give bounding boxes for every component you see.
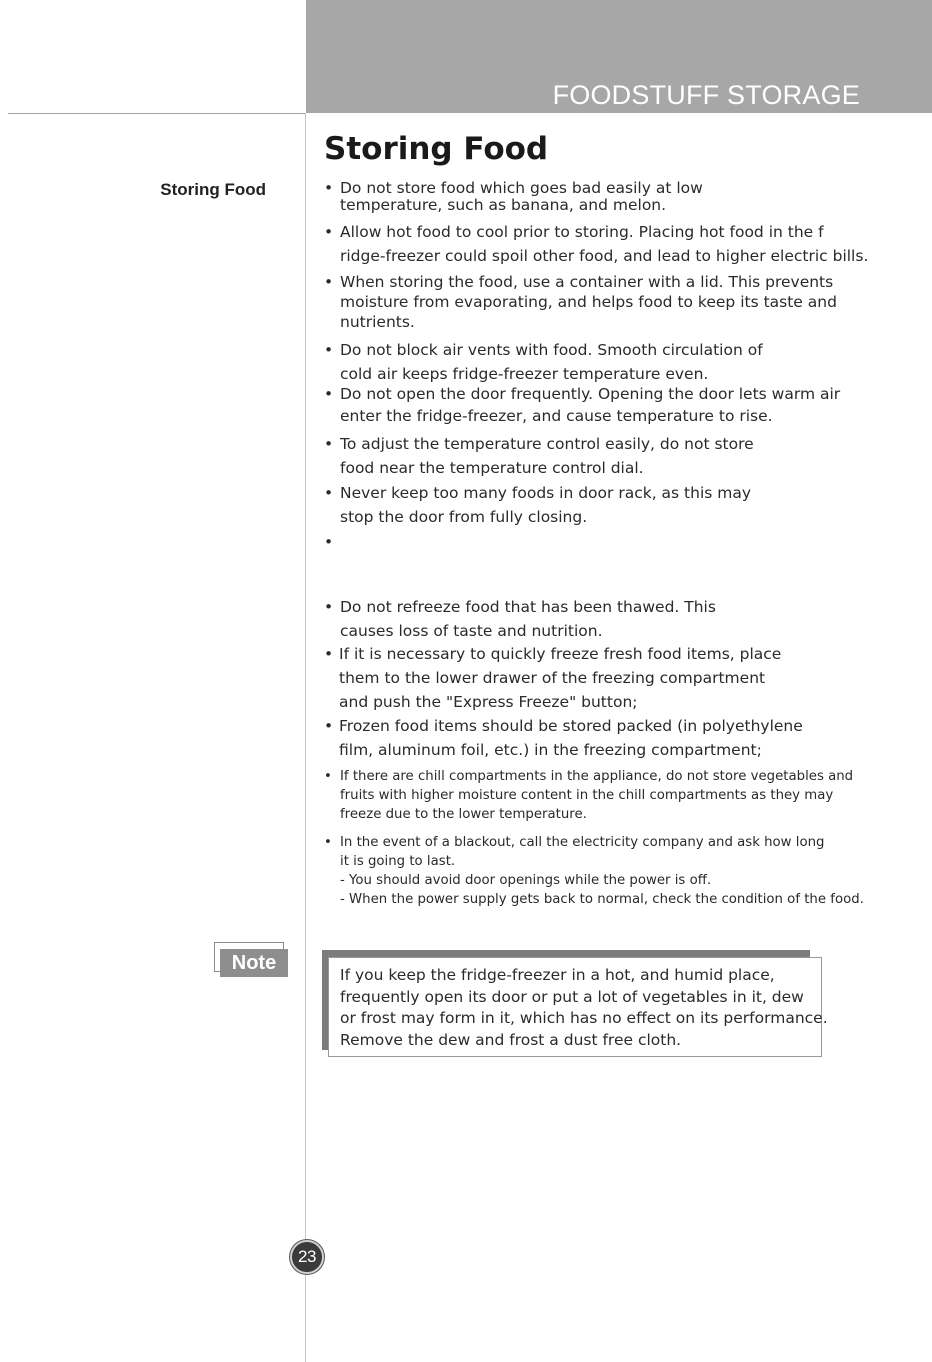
note-box <box>328 957 828 1057</box>
bullet: • <box>324 223 334 241</box>
list-item <box>324 481 751 529</box>
list-item-line: moisture from evaporating, and helps food to keep its taste and <box>340 293 837 311</box>
list-item-line: Allow hot food to cool prior to storing. Placing hot food in the f <box>340 223 824 241</box>
list-item <box>324 338 763 386</box>
list-item-line: freeze due to the lower temperature. <box>340 807 587 822</box>
list-item-line: stop the door from fully closing. <box>340 508 588 526</box>
bullet: • <box>324 385 334 403</box>
list-item <box>324 220 868 268</box>
page-number: 23 <box>290 1240 324 1274</box>
list-item-line: Do not block air vents with food. Smooth circulation of <box>340 341 763 359</box>
bullet: • <box>324 435 334 453</box>
list-item-line: Never keep too many foods in door rack, as this may <box>340 484 752 502</box>
vertical-rule <box>305 113 306 1362</box>
list-item-line: If there are chill compartments in the appliance, do not store vegetables and <box>340 769 854 784</box>
bullet: • <box>324 273 334 291</box>
list-item-line: causes loss of taste and nutrition. <box>340 622 603 640</box>
list-item <box>324 383 840 427</box>
bullet: • <box>324 645 334 663</box>
list-item <box>324 595 716 643</box>
bullet: • <box>324 717 334 735</box>
list-item-line: film, aluminum foil, etc.) in the freezing compartment; <box>339 741 762 759</box>
side-label: Storing Food <box>160 180 266 199</box>
note-line: or frost may form in it, which has no effect on its performance. <box>340 1009 828 1027</box>
list-item-line: ridge-freezer could spoil other food, and lead to higher electric bills. <box>340 247 869 265</box>
list-item-line: it is going to last. <box>340 854 456 869</box>
list-item-line: - You should avoid door openings while the power is off. <box>340 873 712 888</box>
list-item-line: Do not open the door frequently. Opening the door lets warm air <box>340 385 841 403</box>
note-line: frequently open its door or put a lot of vegetables in it, dew <box>340 987 804 1006</box>
note-label: Note <box>220 949 288 977</box>
page-title: Storing Food <box>324 131 549 167</box>
bullet: • <box>324 341 334 359</box>
bullet: • <box>324 533 334 551</box>
bullet: • <box>324 769 332 784</box>
list-item-line: and push the "Express Freeze" button; <box>339 693 638 711</box>
list-item-line: - When the power supply gets back to normal, check the condition of the food. <box>340 892 864 907</box>
list-item-line: Frozen food items should be stored packed (in polyethylene <box>339 717 803 735</box>
note-line: Remove the dew and frost a dust free cloth. <box>340 1030 682 1049</box>
bullet: • <box>324 598 334 616</box>
bullet: • <box>324 835 332 850</box>
list-item-line: In the event of a blackout, call the electricity company and ask how long <box>340 835 825 850</box>
list-item-line: Do not store food which goes bad easily at low <box>340 179 703 197</box>
list-item <box>324 180 703 214</box>
header-band <box>306 0 932 113</box>
list-item-line: Do not refreeze food that has been thawed. This <box>340 598 716 616</box>
list-item-line: If it is necessary to quickly freeze fresh food items, place <box>339 645 782 663</box>
list-item-line: temperature, such as banana, and melon. <box>340 196 667 214</box>
list-item-line: them to the lower drawer of the freezing compartment <box>339 669 766 687</box>
section-title: FOODSTUFF STORAGE <box>552 80 860 110</box>
list-item-line: cold air keeps fridge-freezer temperature even. <box>340 365 709 383</box>
list-item-line: food near the temperature control dial. <box>340 459 644 477</box>
list-item <box>324 767 853 824</box>
list-item-line: To adjust the temperature control easily, do not store <box>340 435 754 453</box>
note-line: If you keep the fridge-freezer in a hot, and humid place, <box>340 966 775 984</box>
header-rule <box>8 113 306 114</box>
list-item <box>324 642 781 714</box>
list-item <box>324 432 754 480</box>
list-item <box>324 272 837 332</box>
list-item <box>324 714 803 762</box>
list-item-line: fruits with higher moisture content in the chill compartments as they may <box>340 788 834 803</box>
bullet: • <box>324 484 334 502</box>
list-item-line: nutrients. <box>340 313 415 331</box>
list-item-line: When storing the food, use a container with a lid. This prevents <box>340 273 834 291</box>
list-item-line: enter the fridge-freezer, and cause temperature to rise. <box>340 407 773 425</box>
list-item <box>324 833 864 909</box>
bullet: • <box>324 179 334 197</box>
